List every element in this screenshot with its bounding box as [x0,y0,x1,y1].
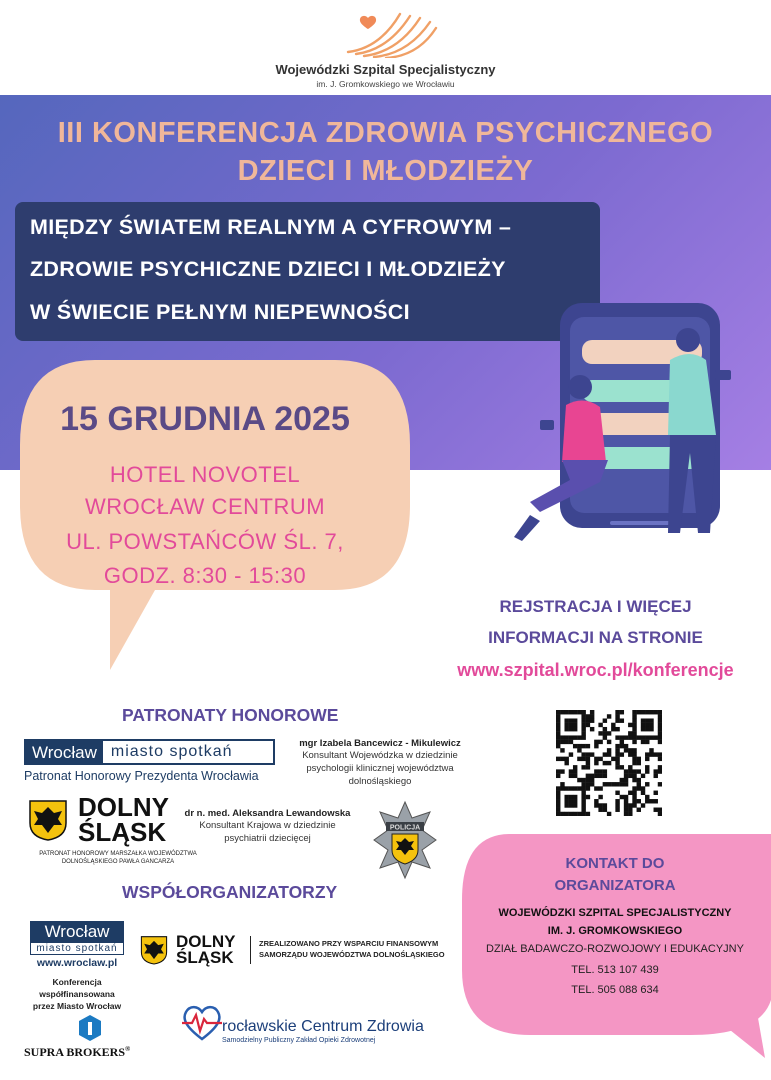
venue-line4: GODZ. 8:30 - 15:30 [103,563,307,588]
qr-code[interactable] [556,710,662,816]
person1-name: mgr Izabela Bancewicz - Mikulewicz [299,738,461,749]
ds-support-note [259,938,445,960]
cofinance-line1: Konferencja współfinansowana [39,977,115,999]
conference-title-line1: III KONFERENCJA ZDROWIA PSYCHICZNEGO [57,117,714,149]
dolny-caption-line1: PATRONAT HONOROWY MARSZAŁKA WOJEWÓDZTWA [39,851,197,857]
hospital-logo-icon [340,8,440,58]
ds-note-line1: ZREALIZOWANO PRZY WSPARCIU FINANSOWYM [259,939,439,948]
wcz-name: rocławskie Centrum Zdrowia [222,1018,424,1035]
person2-block [180,808,355,845]
person1-role-line3: dolnośląskiego [348,776,412,787]
wroclaw-logo-part1: Wrocław [26,741,103,763]
person2-role-line2: psychiatrii dziecięcej [224,833,311,844]
cofinance-line2: przez Miasto Wrocław [32,1001,122,1011]
divider [250,936,251,964]
venue-line1: HOTEL NOVOTEL [109,462,301,487]
ds-coorg-line2: ŚLĄSK [176,948,234,968]
department: DZIAŁ BADAWCZO-ROZWOJOWY I EDUKACYJNY [486,943,744,955]
wcz-subtitle: Samodzielny Publiczny Zakład Opieki Zdrowotnej [222,1037,376,1044]
patronage-heading: PATRONATY HONOROWE [122,705,339,725]
hospital-subtitle: im. J. Gromkowskiego we Wrocławiu [316,79,455,89]
police-badge-text: POLICJA [389,824,421,832]
dolny-slask-line1: DOLNY [78,792,169,822]
venue-line2: WROCŁAW CENTRUM [84,494,326,519]
conference-title-line2: DZIECI I MŁODZIEŻY [237,155,534,187]
contact-heading-line2: ORGANIZATORA [554,877,676,894]
contact-heading-line1: KONTAKT DO [565,855,665,872]
subtitle-line1: MIĘDZY ŚWIATEM REALNYM A CYFROWYM – [30,215,512,239]
person2-role-line1: Konsultant Krajowa w dziedzinie [199,820,336,831]
registration-url-link[interactable]: www.szpital.wroc.pl/konferencje [457,660,734,680]
wroclaw-url: www.wroclaw.pl [36,957,118,969]
supra-brokers-name: SUPRA BROKERS [24,1045,126,1059]
person1-role-line2: psychologii klinicznej województwa [306,763,454,774]
subtitle-line2: ZDROWIE PSYCHICZNE DZIECI I MŁODZIEŻY [30,257,506,281]
supra-registered-mark: ® [125,1045,131,1053]
wroclaw-coorg-logo [30,921,124,969]
dolny-slask-caption [18,850,218,866]
hospital-name: Wojewódzki Szpital Specjalistyczny [275,62,496,77]
person1-block [295,738,465,788]
person2-name: dr n. med. Aleksandra Lewandowska [184,808,351,819]
wcz-heart-icon [180,1003,224,1041]
ds-coorg-line1: DOLNY [176,932,236,951]
phone1[interactable]: TEL. 513 107 439 [571,964,659,976]
event-date: 15 GRUDNIA 2025 [60,400,350,438]
venue-line3: UL. POWSTAŃCÓW ŚL. 7, [66,529,344,554]
wroclaw-coorg-bottom: miasto spotkań [30,943,124,955]
eagle-shield-small-icon [140,935,168,965]
police-badge-icon [372,800,438,880]
registration-line1: REJSTRACJA I WIĘCEJ [499,597,692,616]
organizer-line1: WOJEWÓDZKI SZPITAL SPECJALISTYCZNY [498,907,732,919]
wroclaw-patronage-caption: Patronat Honorowy Prezydenta Wrocławia [24,769,259,783]
wroclaw-coorg-top: Wrocław [30,921,124,943]
dolny-slask-coorg-logo [140,934,236,966]
supra-brokers-icon [78,1014,102,1042]
coorganizers-heading: WSPÓŁORGANIZATORZY [122,882,338,902]
organizer-line2: IM. J. GROMKOWSKIEGO [547,925,683,937]
registration-line2: INFORMACJI NA STRONIE [488,628,703,647]
dolny-slask-line2: ŚLĄSK [78,816,167,847]
phone2[interactable]: TEL. 505 088 634 [571,984,659,996]
dolny-slask-logo [28,792,169,847]
phone-people-illustration [470,295,760,560]
dolny-caption-line2: DOLNOŚLĄSKIEGO PAWŁA GANCARZA [61,859,175,865]
wroclaw-cofinance-caption [14,976,140,1012]
wroclaw-logo [24,739,275,765]
subtitle-line3: W ŚWIECIE PEŁNYM NIEPEWNOŚCI [30,300,410,324]
supra-brokers-logo [24,1045,130,1060]
wroclaw-logo-part2: miasto spotkań [110,743,233,760]
person1-role-line1: Konsultant Wojewódzka w dziedzinie [302,750,458,761]
ds-note-line2: SAMORZĄDU WOJEWÓDZTWA DOLNOŚLĄSKIEGO [259,950,445,959]
eagle-shield-icon [28,799,68,841]
